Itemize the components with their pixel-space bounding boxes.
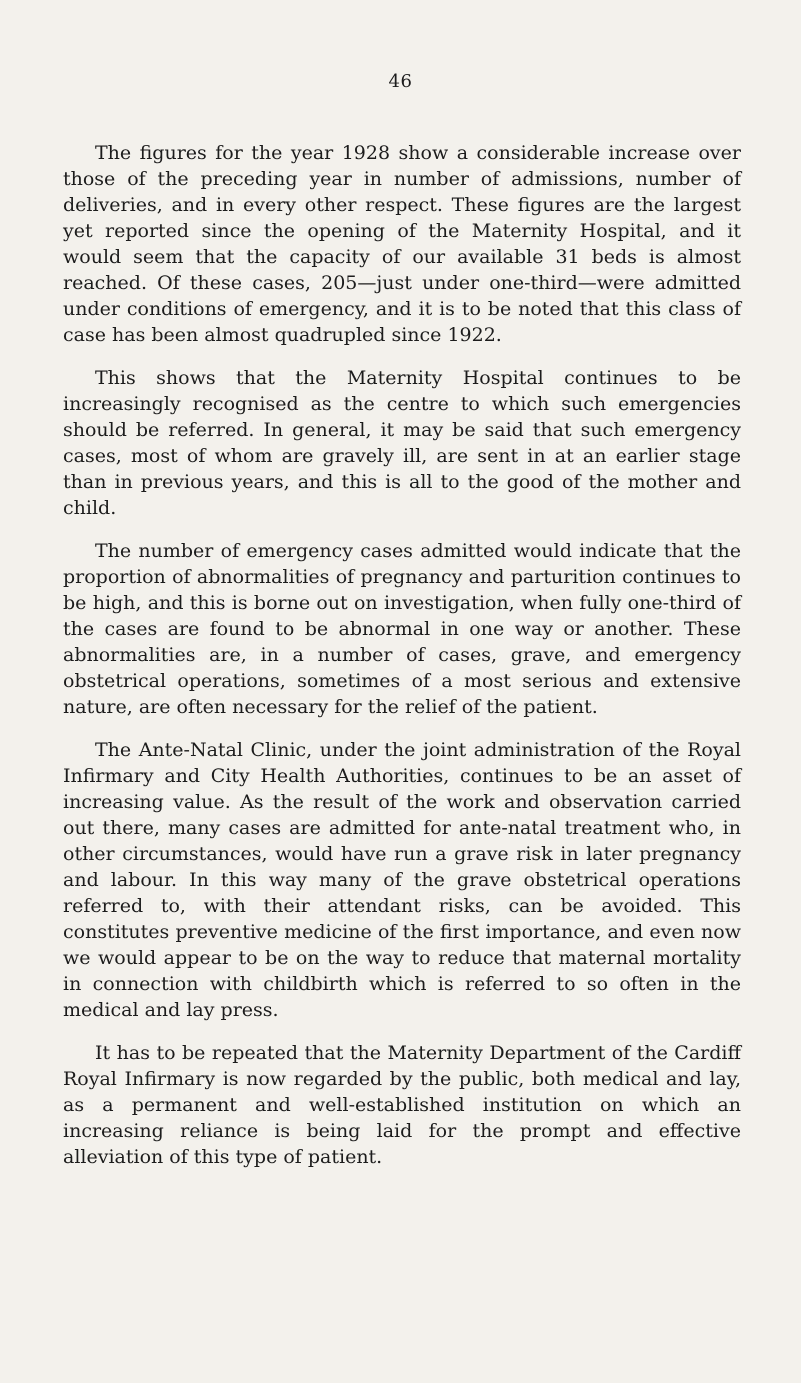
paragraph-5: It has to be repeated that the Maternity Department of the Cardiff Royal Infirmary is now regarded by the public, both medical and lay, as a permanent and well-established institution on which an increasing reliance is being laid for the prompt and effective alleviation of this type of patient.	[63, 1042, 741, 1168]
body-text	[63, 140, 741, 1187]
paragraph-1: The figures for the year 1928 show a considerable increase over those of the preceding year in number of admissions, number of deliveries, and in every other respect. These figures are the largest yet reported since the opening of the Maternity Hospital, and it would seem that the capacity of our available 31 beds is almost reached. Of these cases, 205—just under one-third—were admitted under conditions of emergency, and it is to be noted that this class of case has been almost quadrupled since 1922.	[63, 142, 741, 346]
paragraph-3: The number of emergency cases admitted would indicate that the proportion of abnormalities of pregnancy and parturition continues to be high, and this is borne out on investigation, when fully one-third of the cases are found to be abnormal in one way or another. These abnormalities are, in a number of cases, grave, and emergency obstetrical operations, sometimes of a most serious and extensive nature, are often necessary for the relief of the patient.	[63, 540, 741, 718]
paragraph-4: The Ante-Natal Clinic, under the joint administration of the Royal Infirmary and City Health Authorities, continues to be an asset of increasing value. As the result of the work and observation carried out there, many cases are admitted for ante-natal treatment who, in other circumstances, would have run a grave risk in later pregnancy and labour. In this way many of the grave obstetrical operations referred to, with their attendant risks, can be avoided. This constitutes preventive medicine of the first importance, and even now we would appear to be on the way to reduce that maternal mortality in connection with childbirth which is referred to so often in the medical and lay press.	[63, 739, 741, 1021]
paragraph-2: This shows that the Maternity Hospital continues to be increasingly recognised as the centre to which such emergencies should be referred. In general, it may be said that such emergency cases, most of whom are gravely ill, are sent in at an earlier stage than in previous years, and this is all to the good of the mother and child.	[63, 367, 741, 519]
page-number: 46	[388, 71, 413, 92]
